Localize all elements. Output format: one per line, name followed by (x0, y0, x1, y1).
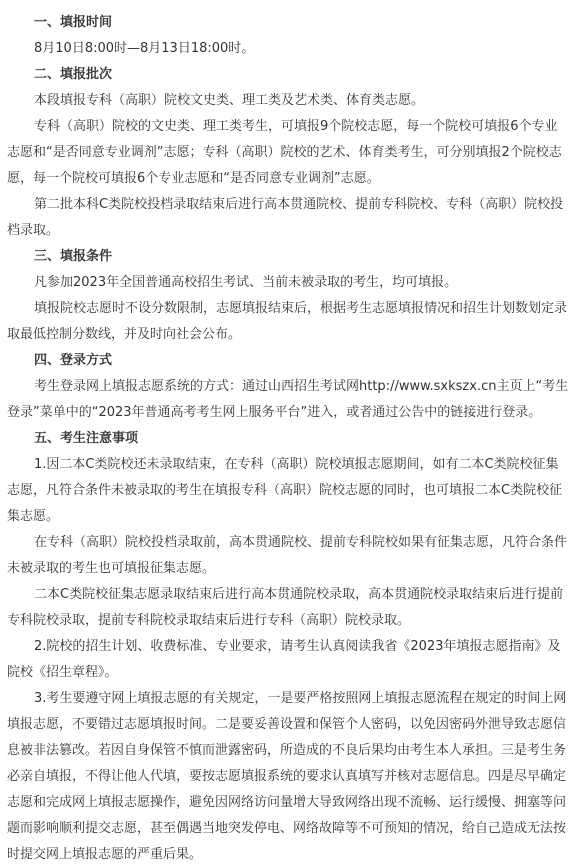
section-heading-batch: 二、填报批次 (34, 67, 113, 82)
paragraph: 凡参加2023年全国普通高校招生考试、当前未被录取的考生，均可填报。 (34, 275, 458, 290)
paragraph: 填报院校志愿时不设分数限制，志愿填报结束后，根据考生志愿填报情况和招生计划数划定录取最低控制分数线，并及时向社会公布。 (7, 301, 568, 342)
paragraph: 考生登录网上填报志愿系统的方式：通过山西招生考试网http://www.sxkszx.cn主页上“考生登录”菜单中的“2023年普通高考考生网上服务平台”进入，或者通过公告中的链接进行登录。 (7, 379, 569, 420)
paragraph: 2.院校的招生计划、收费标准、专业要求，请考生认真阅读我省《2023年填报志愿指南》及院校《招生章程》。 (7, 639, 561, 680)
paragraph: 二本C类院校征集志愿录取结束后进行高本贯通院校录取，高本贯通院校录取结束后进行提前专科院校录取，提前专科院校录取结束后进行专科（高职）院校录取。 (7, 587, 564, 628)
section-heading-time: 一、填报时间 (34, 15, 113, 30)
section-heading-login: 四、登录方式 (34, 353, 113, 368)
paragraph: 在专科（高职）院校投档录取前，高本贯通院校、提前专科院校如果有征集志愿，凡符合条件未被录取的考生也可填报征集志愿。 (7, 535, 568, 576)
paragraph: 第二批本科C类院校投档录取结束后进行高本贯通院校、提前专科院校、专科（高职）院校投档录取。 (7, 197, 564, 238)
paragraph: 3.考生要遵守网上填报志愿的有关规定，一是要严格按照网上填报志愿流程在规定的时间上网填报志愿，不要错过志愿填报时间。二是要妥善设置和保管个人密码，以免因密码外泄导致志愿信息被非法篡改。若因自身保管不慎而泄露密码，所造成的不良后果均由考生本人承担。三是考生务必亲自填报，不得让他人代填，要按志愿填报系统的要求认真填写并核对志愿信息。四是尽早确定志愿和完成网上填报志愿操作，避免因网络访问量增大导致网络出现不流畅、运行缓慢、拥塞等问题而影响顺利提交志愿，甚至偶遇当地突发停电、网络故障等不可预知的情况，给自己造成无法按时提交网上填报志愿的严重后果。 (7, 691, 567, 862)
section-heading-notes: 五、考生注意事项 (34, 431, 139, 446)
paragraph: 8月10日8:00时—8月13日18:00时。 (34, 41, 255, 56)
paragraph: 本段填报专科（高职）院校文史类、理工类及艺术类、体育类志愿。 (34, 93, 425, 108)
paragraph: 专科（高职）院校的文史类、理工类考生，可填报9个院校志愿，每一个院校可填报6个专业志愿和“是否同意专业调剂”志愿；专科（高职）院校的艺术、体育类考生，可分别填报2个院校志愿，每一个院校可填报6个专业志愿和“是否同意专业调剂”志愿。 (7, 119, 562, 186)
paragraph: 1.因二本C类院校还未录取结束，在专科（高职）院校填报志愿期间，如有二本C类院校征集志愿，凡符合条件未被录取的考生在填报专科（高职）院校志愿的同时，也可填报二本C类院校征集志愿。 (7, 457, 563, 524)
section-heading-conditions: 三、填报条件 (34, 249, 113, 264)
